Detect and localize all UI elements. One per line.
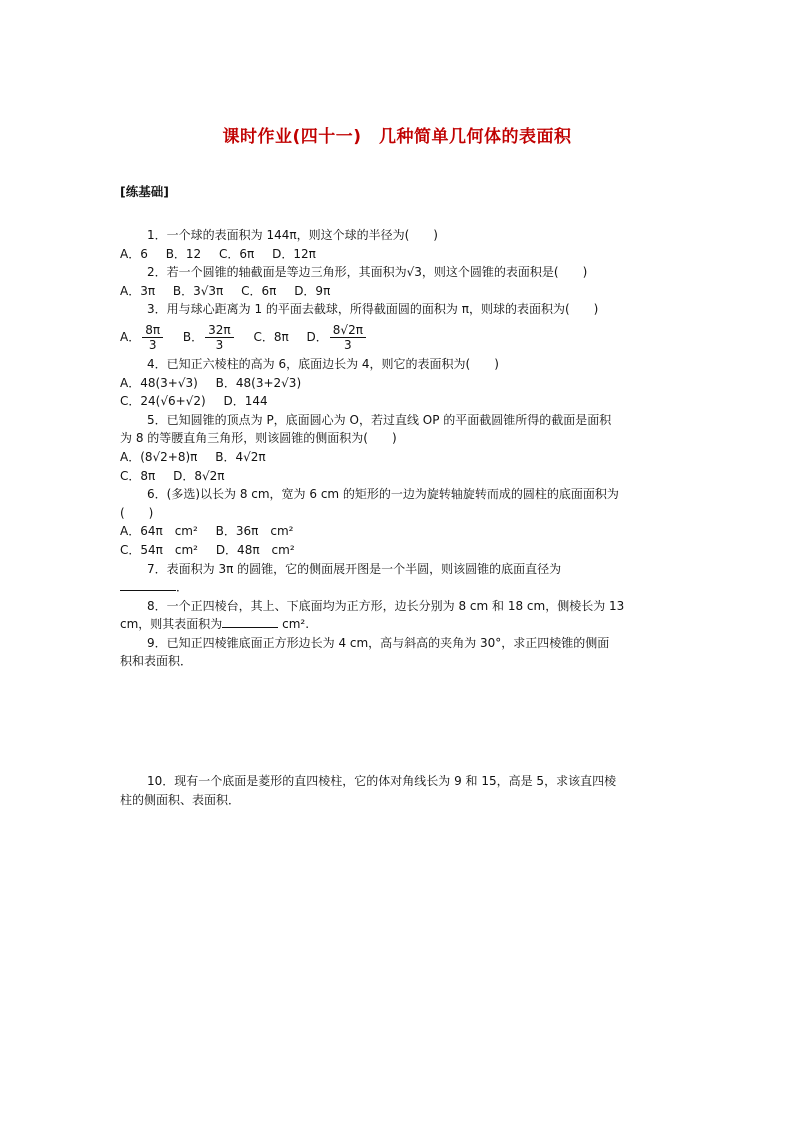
question-4-stem: 4．已知正六棱柱的高为 6，底面边长为 4，则它的表面积为( ) — [147, 356, 499, 371]
question-9-stem-line2: 积和表面积． — [120, 654, 193, 669]
question-6-stem-line2: ( ) — [120, 505, 154, 520]
q3-b-denominator: 3 — [215, 337, 224, 352]
q3-a-denominator: 3 — [148, 337, 157, 352]
q5-option-b: B．4√2π — [215, 449, 266, 464]
question-5-options-cd — [120, 467, 680, 486]
page-title: 课时作业(四十一) 几种简单几何体的表面积 — [222, 127, 572, 147]
question-1-options — [120, 245, 680, 264]
question-4-options-cd — [120, 392, 680, 411]
q5-option-d: D．8√2π — [173, 468, 225, 483]
q2-option-d: D．9π — [294, 283, 331, 298]
question-2-options — [120, 282, 680, 301]
q4-option-a: A．48(3+√3) — [120, 375, 198, 390]
q2-option-b: B．3√3π — [172, 283, 224, 298]
question-3-options — [120, 319, 680, 355]
q2-option-c: C．6π — [241, 283, 277, 298]
q1-option-d: D．12π — [272, 246, 316, 261]
question-10-stem-line1: 10．现有一个底面是菱形的直四棱柱，它的体对角线长为 9 和 15，高是 5，求该直四棱 — [147, 774, 617, 788]
q8-stem-prefix: cm，则其表面积为 — [120, 617, 223, 632]
q3-option-a-label: A． — [120, 329, 141, 344]
q7-tail: ． — [176, 580, 189, 595]
q7-answer-blank[interactable] — [120, 578, 176, 591]
question-5-options-ab — [120, 448, 680, 467]
q3-option-d-label: D． — [306, 329, 328, 344]
question-list — [120, 226, 680, 671]
q3-option-a-fraction — [142, 323, 163, 352]
question-7-stem: 7．表面积为 3π 的圆锥，它的侧面展开图是一个半圆，则该圆锥的底面直径为 — [147, 561, 562, 576]
question-9-stem-line1: 9．已知正四棱锥底面正方形边长为 4 cm，高与斜高的夹角为 30°，求正四棱锥的侧面 — [147, 635, 610, 650]
q3-b-numerator: 32π — [205, 323, 234, 338]
q6-option-a: A．64π cm² — [120, 524, 198, 539]
q3-option-d-fraction — [330, 323, 366, 352]
question-10 — [120, 772, 680, 810]
question-6-options-ab — [120, 522, 680, 541]
question-8-stem-line2 — [120, 615, 680, 634]
q1-option-b: B．12 — [165, 246, 202, 261]
question-1-stem: 1．一个球的表面积为 144π，则这个球的半径为( ) — [147, 228, 438, 242]
q3-a-numerator: 8π — [142, 323, 163, 338]
q3-option-b-fraction — [205, 323, 234, 352]
q3-option-c: C．8π — [253, 329, 289, 344]
q6-option-c: C．54π cm² — [120, 542, 198, 557]
q5-option-c: C．8π — [120, 468, 156, 483]
q3-d-numerator: 8√2π — [330, 323, 366, 338]
q6-option-d: D．48π cm² — [215, 542, 295, 557]
question-2-stem: 2．若一个圆锥的轴截面是等边三角形，其面积为√3，则这个圆锥的表面积是( ) — [147, 265, 588, 280]
q1-option-c: C．6π — [219, 246, 255, 261]
question-5-stem-line1: 5．已知圆锥的顶点为 P，底面圆心为 O，若过直线 OP 的平面截圆锥所得的截面是面积 — [147, 412, 612, 427]
q5-option-a: A．(8√2+8)π — [120, 449, 198, 464]
question-8-stem-line1: 8．一个正四棱台，其上、下底面均为正方形，边长分别为 8 cm 和 18 cm，侧棱长为 13 — [147, 598, 625, 613]
q8-stem-unit: cm². — [282, 617, 310, 632]
q4-option-c: C．24(√6+√2) — [120, 394, 206, 409]
q4-option-b: B．48(3+2√3) — [215, 375, 302, 390]
q6-option-b: B．36π cm² — [215, 524, 294, 539]
question-6-options-cd — [120, 541, 680, 560]
q3-option-b-label: B． — [182, 329, 204, 344]
q2-option-a: A．3π — [120, 283, 156, 298]
question-10-stem-line2: 柱的侧面积、表面积． — [120, 793, 241, 807]
q8-answer-blank[interactable] — [222, 615, 278, 628]
question-4-options-ab — [120, 374, 680, 393]
q1-option-a: A．6 — [120, 246, 148, 261]
question-5-stem-line2: 为 8 的等腰直角三角形，则该圆锥的侧面积为( ) — [120, 431, 397, 446]
section-heading: [练基础] — [120, 184, 169, 199]
q3-d-denominator: 3 — [344, 337, 352, 352]
question-7-answer-line — [120, 578, 680, 597]
question-3-stem: 3．用与球心距离为 1 的平面去截球，所得截面圆的面积为 π，则球的表面积为( ) — [147, 302, 599, 317]
question-6-stem-line1: 6．(多选)以长为 8 cm，宽为 6 cm 的矩形的一边为旋转轴旋转而成的圆柱的底面面积为 — [147, 487, 619, 502]
q4-option-d: D．144 — [223, 394, 268, 409]
